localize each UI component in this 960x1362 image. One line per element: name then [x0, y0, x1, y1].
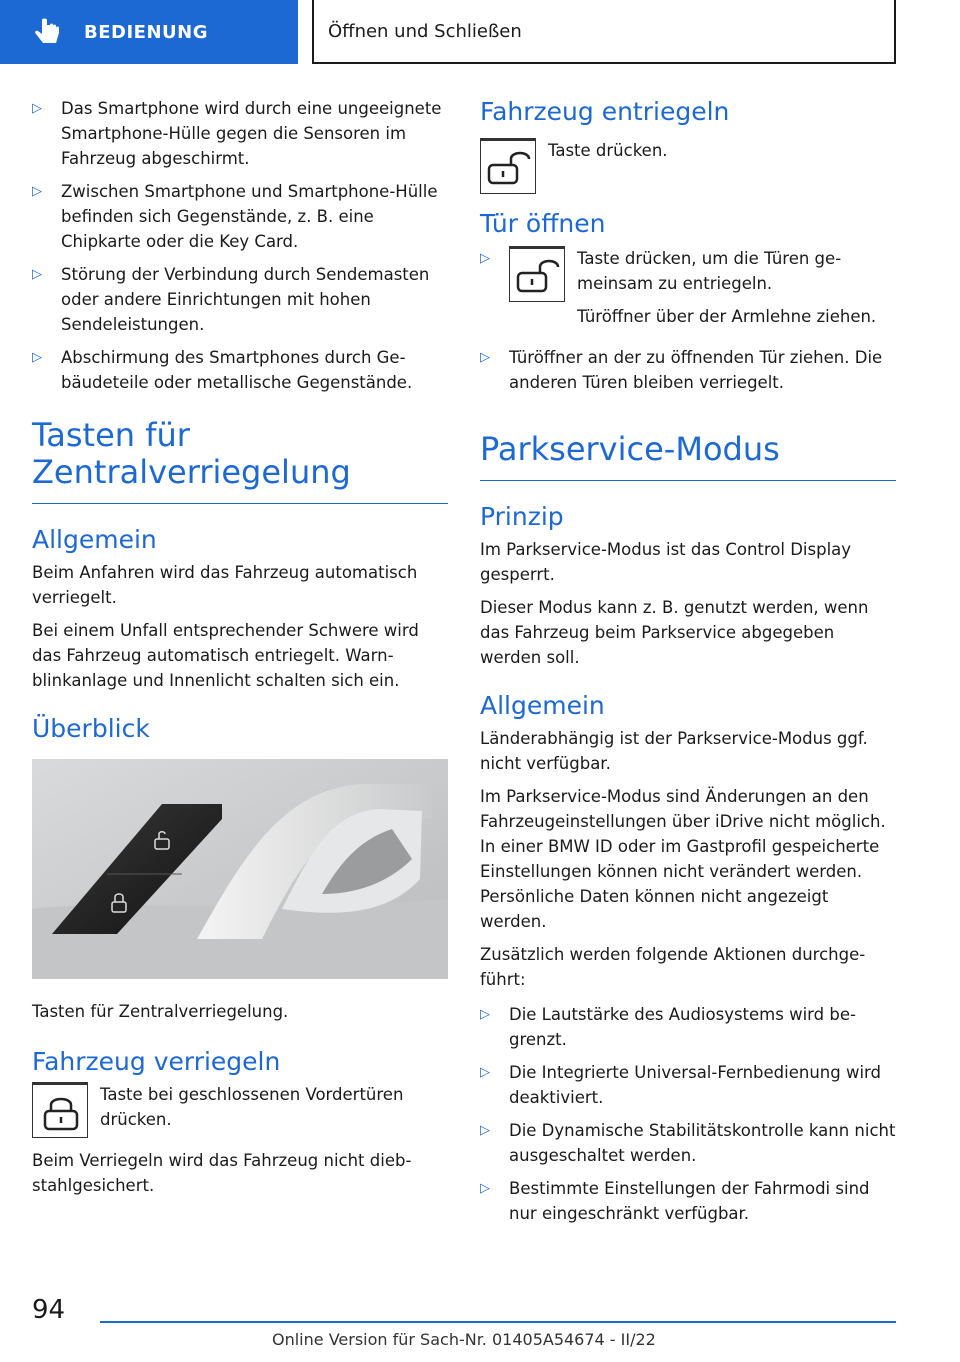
footer-divider	[100, 1321, 896, 1323]
list-item: ▷ Die Dynamische Stabilitätskontrolle kann nicht ausgeschaltet werden.	[480, 1118, 896, 1168]
bullet-marker-icon: ▷	[32, 184, 42, 199]
list-item: ▷ Die Lautstärke des Audiosystems wird begrenzt.	[480, 1002, 896, 1052]
right-column	[480, 96, 896, 1234]
bullet-marker-icon: ▷	[32, 101, 42, 116]
list-item: ▷ Abschirmung des Smartphones durch Gebäudeteile oder metallische Gegenstände.	[32, 345, 448, 395]
paragraph: Im Parkservice-Modus sind Änderungen an den Fahrzeugeinstellungen über iDrive nicht möglich. In einer BMW ID oder im Gastprofil gespeicherte Einstellungen können nicht verändert werden. Persönliche Daten können nicht angezeigt werden.	[480, 787, 886, 931]
lock-button-row	[32, 1082, 448, 1140]
list-item: ▷ Die Integrierte Universal-Fernbedienung wird deaktiviert.	[480, 1060, 896, 1110]
unlock-button-icon	[480, 138, 536, 194]
heading-fahrzeug-verriegeln: Fahrzeug verriegeln	[32, 1047, 281, 1076]
heading-prinzip: Prinzip	[480, 502, 564, 531]
paragraph: Im Parkservice-Modus ist das Control Display gesperrt.	[480, 540, 852, 584]
bullet-marker-icon: ▷	[480, 1181, 490, 1196]
list-item: ▷ Taste drücken, um die Türen gemeinsam zu entriegeln. Türöffner über der Armlehne ziehen.	[480, 246, 896, 337]
heading-ueberblick: Überblick	[32, 714, 150, 743]
bullet-marker-icon: ▷	[480, 350, 490, 365]
list-item: ▷ Störung der Verbindung durch Sendemasten oder andere Einrichtungen mit hohen Sendeleistungen.	[32, 262, 448, 337]
hand-pointer-icon	[28, 12, 68, 52]
paragraph: Dieser Modus kann z. B. genutzt werden, wenn das Fahrzeug beim Parkservice abgegeben werden soll.	[480, 598, 869, 667]
bullet-list-shielding	[32, 96, 448, 395]
unlock-instruction: Taste drücken.	[548, 141, 668, 160]
online-version-note: Online Version für Sach-Nr. 01405A54674 - II/22	[272, 1330, 656, 1349]
paragraph: Länderabhängig ist der Parkservice-Modus ggf. nicht verfügbar.	[480, 729, 868, 773]
list-item: ▷ Bestimmte Einstellungen der Fahrmodi sind nur eingeschränkt verfügbar.	[480, 1176, 896, 1226]
figure-caption: Tasten für Zentralverriegelung.	[32, 1002, 289, 1021]
heading-fahrzeug-entriegeln: Fahrzeug entriegeln	[480, 97, 730, 126]
heading-parkservice-modus: Parkservice-Modus	[480, 431, 896, 481]
lock-instruction: Taste bei geschlossenen Vordertüren drücken.	[100, 1085, 404, 1129]
heading-allgemein: Allgemein	[480, 691, 605, 720]
heading-allgemein: Allgemein	[32, 525, 157, 554]
chapter-header	[312, 0, 896, 64]
bullet-marker-icon: ▷	[32, 350, 42, 365]
door-panel-photo	[32, 759, 448, 979]
list-item: ▷ Das Smartphone wird durch eine ungeeignete Smartphone-Hülle gegen die Sensoren im Fahrzeug abgeschirmt.	[32, 96, 448, 171]
heading-tasten-zentralverriegelung: Tasten für Zentralverriegelung	[32, 417, 448, 504]
bullet-list-parkservice	[480, 1002, 896, 1226]
bullet-marker-icon: ▷	[480, 1123, 490, 1138]
list-item: ▷ Zwischen Smartphone und Smartphone-Hülle befinden sich Gegenstände, z. B. eine Chipkarte oder die Key Card.	[32, 179, 448, 254]
left-column	[32, 96, 448, 1206]
chapter-title: Öffnen und Schließen	[328, 20, 522, 42]
bullet-marker-icon: ▷	[480, 251, 490, 266]
page-number: 94	[32, 1295, 66, 1325]
section-tab	[0, 0, 298, 64]
paragraph: Bei einem Unfall entsprechender Schwere wird das Fahrzeug automatisch entriegelt. Warnblinkanlage und Innenlicht schalten sich ein.	[32, 621, 419, 690]
paragraph: Zusätzlich werden folgende Aktionen durchgeführt:	[480, 945, 866, 989]
paragraph: Beim Anfahren wird das Fahrzeug automatisch verriegelt.	[32, 563, 418, 607]
list-item: ▷ Türöffner an der zu öffnenden Tür ziehen. Die anderen Türen bleiben verriegelt.	[480, 345, 896, 395]
unlock-button-row	[480, 138, 896, 194]
bullet-marker-icon: ▷	[32, 267, 42, 282]
bullet-marker-icon: ▷	[480, 1065, 490, 1080]
unlock-button-icon	[509, 246, 565, 302]
section-title: BEDIENUNG	[84, 21, 208, 43]
paragraph: Beim Verriegeln wird das Fahrzeug nicht diebstahlgesichert.	[32, 1151, 412, 1195]
heading-tuer-oeffnen: Tür öffnen	[480, 209, 606, 238]
bullet-list-door	[480, 246, 896, 395]
lock-button-icon	[32, 1082, 88, 1138]
bullet-marker-icon: ▷	[480, 1007, 490, 1022]
